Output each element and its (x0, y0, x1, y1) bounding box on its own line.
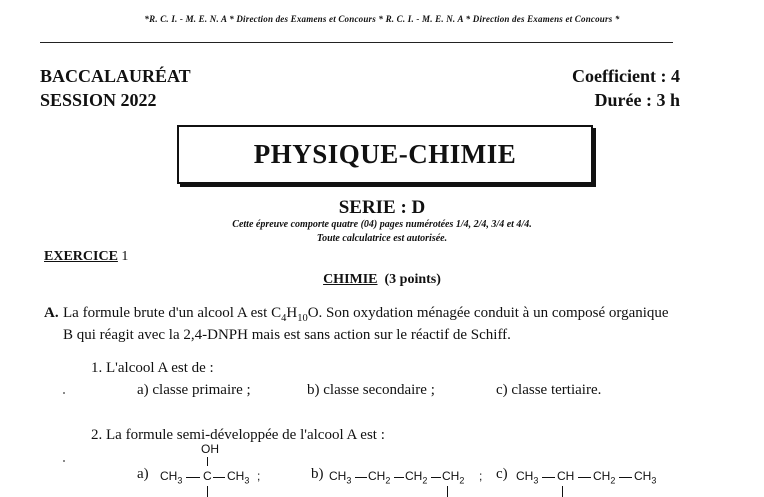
question-1: 1. L'alcool A est de : (91, 360, 214, 376)
section-heading (0, 272, 764, 288)
q2a-bond-top (207, 457, 208, 466)
section-name: CHIMIE (323, 272, 378, 287)
exercise-label: EXERCICE (44, 249, 118, 264)
margin-dot (63, 392, 65, 394)
q2b-bond-down (447, 486, 448, 497)
q2b-ch2-1: $CH_2$ (368, 469, 391, 486)
q2a-ch3-left: $CH_3$ (160, 469, 183, 486)
q2b-ch2-3: $CH_2$ (442, 469, 465, 486)
pages-note: Cette épreuve comporte quatre (04) pages numérotées 1/4, 2/4, 3/4 et 4/4. (232, 219, 532, 230)
q1-option-b: b) classe secondaire ; (307, 382, 435, 398)
exam-banner: *R. C. I. - M. E. N. A * Direction des Examens et Concours * R. C. I. - M. E. N. A * Direction des Examens et Concours * (144, 14, 620, 24)
q2c-ch3-right: $CH_3$ (634, 469, 657, 486)
part-a-letter: A. (44, 305, 59, 321)
q2b-ch2-2: $CH_2$ (405, 469, 428, 486)
q2b-bond-3 (431, 477, 441, 478)
q2c-ch: CH (557, 469, 575, 483)
margin-dot-2 (63, 460, 65, 462)
q2-option-a-label: a) (137, 466, 149, 482)
part-a-line1: La formule brute d'un alcool A est $C_4H_{10}O$. Son oxydation ménagée conduit à un composé organique (63, 305, 669, 324)
exercise-heading (44, 249, 128, 265)
subject-title: PHYSIQUE-CHIMIE (253, 139, 517, 169)
serie-label: SERIE : D (338, 197, 426, 218)
q2c-bond-down (562, 486, 563, 497)
q2a-bond-right (213, 477, 225, 478)
q2a-ch3-right: $CH_3$ (227, 469, 250, 486)
q2a-sep: ; (257, 469, 261, 483)
q2a-bond-bottom (207, 486, 208, 497)
q2a-bond-left (186, 477, 200, 478)
q2c-ch3-left: $CH_3$ (516, 469, 539, 486)
section-points: (3 points) (384, 272, 441, 287)
q2c-ch2: $CH_2$ (593, 469, 616, 486)
q2b-ch3: $CH_3$ (329, 469, 352, 486)
q2c-bond-3 (619, 477, 632, 478)
q2a-oh: OH (201, 442, 219, 456)
q1-option-a: a) classe primaire ; (137, 382, 251, 398)
question-2: 2. La formule semi-développée de l'alcool A est : (91, 427, 385, 443)
exam-session: SESSION 2022 (40, 90, 157, 110)
exam-duration: Durée : 3 h (594, 90, 680, 110)
q2b-bond-1 (355, 477, 367, 478)
part-a-line2: B qui réagit avec la 2,4-DNPH mais est sans action sur le réactif de Schiff. (63, 327, 511, 343)
q1-option-c: c) classe tertiaire. (496, 382, 602, 398)
q2c-bond-2 (578, 477, 591, 478)
q2-option-c-label: c) (496, 466, 508, 482)
q2b-bond-2 (394, 477, 404, 478)
q2c-bond-1 (542, 477, 555, 478)
header-rule (40, 42, 673, 43)
q2b-sep: ; (479, 469, 483, 483)
exercise-number: 1 (121, 249, 129, 264)
q2-option-b-label: b) (311, 466, 324, 482)
q2a-c: C (203, 469, 212, 483)
subject-title-box (177, 125, 593, 184)
exam-coefficient: Coefficient : 4 (572, 66, 680, 86)
calculator-note: Toute calculatrice est autorisée. (316, 233, 448, 244)
exam-name: BACCALAURÉAT (40, 66, 191, 86)
